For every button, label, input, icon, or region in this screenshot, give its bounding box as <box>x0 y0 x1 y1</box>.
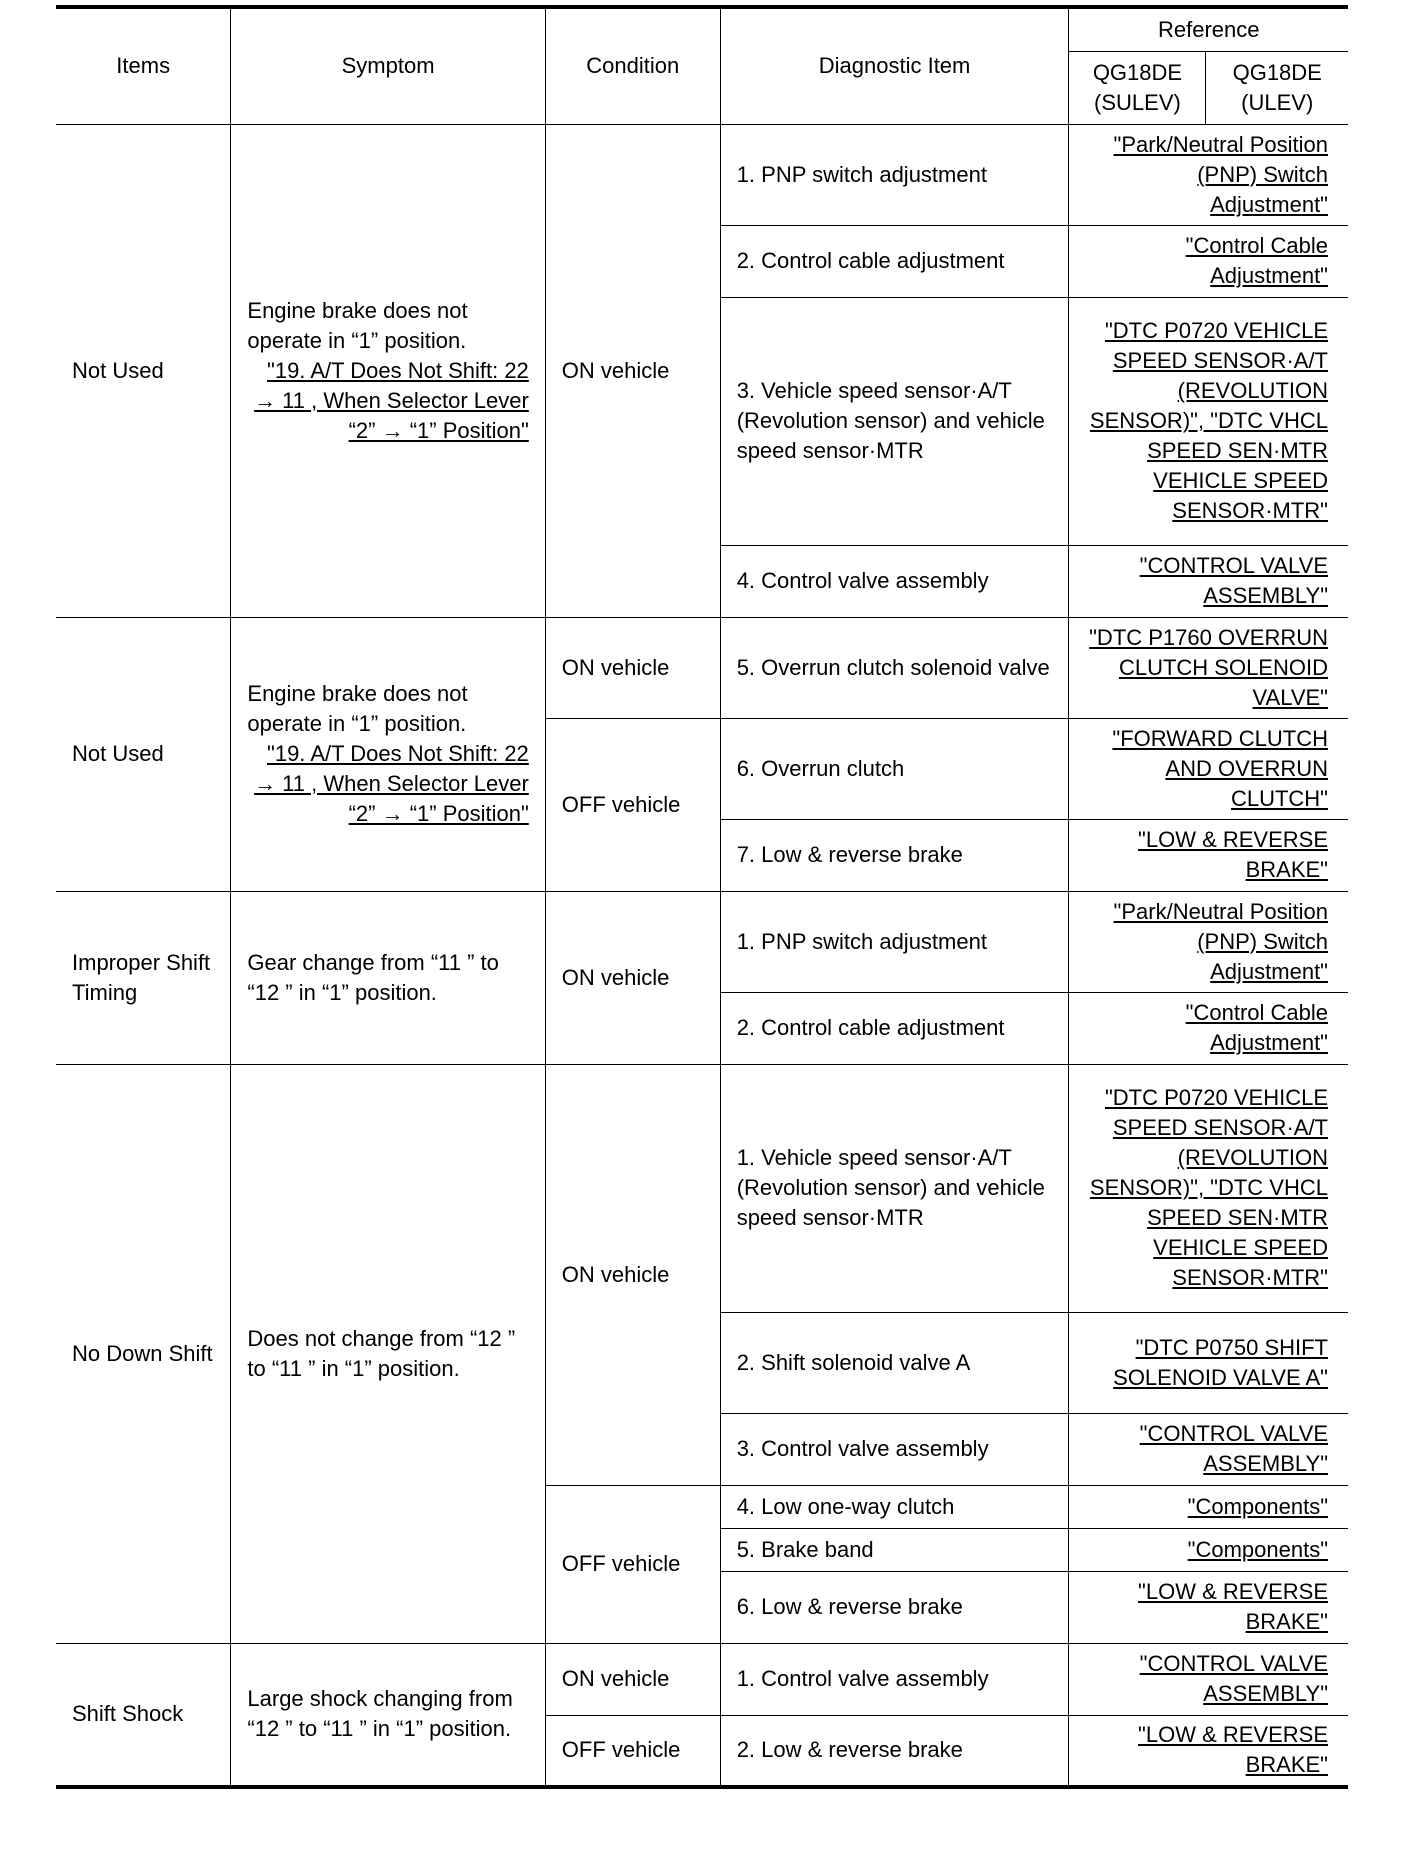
table-row <box>56 891 1348 992</box>
diagnostic-item: 2. Shift solenoid valve A <box>720 1312 1069 1413</box>
diagnostic-item: 6. Low & reverse brake <box>720 1571 1069 1643</box>
reference-link[interactable]: "Control Cable Adjustment" <box>1069 992 1348 1064</box>
reference-link[interactable]: "DTC P0750 SHIFT SOLENOID VALVE A" <box>1069 1312 1348 1413</box>
symptom-cell <box>231 617 545 891</box>
diagnostic-item: 2. Low & reverse brake <box>720 1715 1069 1787</box>
table-row <box>56 1643 1348 1715</box>
header-symptom: Symptom <box>231 7 545 124</box>
symptom-text: Engine brake does not operate in “1” position. <box>247 297 468 353</box>
diagnostic-item: 1. Vehicle speed sensor·A/T (Revolution sensor) and vehicle speed sensor·MTR <box>720 1064 1069 1312</box>
symptom-cell <box>231 124 545 617</box>
header-condition: Condition <box>545 7 720 124</box>
symptom-cell: Gear change from “11 ” to “12 ” in “1” position. <box>231 891 545 1064</box>
reference-link[interactable]: "Park/Neutral Position (PNP) Switch Adjustment" <box>1069 891 1348 992</box>
condition-cell: ON vehicle <box>545 124 720 617</box>
diagnostic-item: 6. Overrun clutch <box>720 718 1069 819</box>
table-row <box>56 617 1348 718</box>
reference-link[interactable]: "LOW & REVERSE BRAKE" <box>1069 1571 1348 1643</box>
symptom-cell: Large shock changing from “12 ” to “11 ” in “1” position. <box>231 1643 545 1787</box>
reference-link[interactable]: "Park/Neutral Position (PNP) Switch Adjustment" <box>1069 124 1348 225</box>
diagnostic-item: 4. Low one-way clutch <box>720 1485 1069 1528</box>
header-diagnostic-item: Diagnostic Item <box>720 7 1069 124</box>
item-cell: Not Used <box>56 124 231 617</box>
reference-link[interactable]: "CONTROL VALVE ASSEMBLY" <box>1069 1413 1348 1485</box>
header-ref-ulev: QG18DE (ULEV) <box>1232 59 1322 115</box>
reference-link[interactable]: "DTC P1760 OVERRUN CLUTCH SOLENOID VALVE" <box>1069 617 1348 718</box>
condition-cell: ON vehicle <box>545 1643 720 1715</box>
reference-link[interactable]: "Control Cable Adjustment" <box>1069 225 1348 297</box>
diagnostic-item: 7. Low & reverse brake <box>720 819 1069 891</box>
item-cell: Shift Shock <box>56 1643 231 1787</box>
symptom-text: Engine brake does not operate in “1” position. <box>247 681 468 736</box>
header-reference-variants <box>1069 51 1348 124</box>
reference-link[interactable]: "DTC P0720 VEHICLE SPEED SENSOR·A/T (REVOLUTION SENSOR)", "DTC VHCL SPEED SEN·MTR VEHICLE SPEED SENSOR·MTR" <box>1069 297 1348 545</box>
reference-link[interactable]: "DTC P0720 VEHICLE SPEED SENSOR·A/T (REVOLUTION SENSOR)", "DTC VHCL SPEED SEN·MTR VEHICLE SPEED SENSOR·MTR" <box>1069 1064 1348 1312</box>
condition-cell: OFF vehicle <box>545 1715 720 1787</box>
reference-link[interactable]: "FORWARD CLUTCH AND OVERRUN CLUTCH" <box>1069 718 1348 819</box>
diagnostic-item: 5. Overrun clutch solenoid valve <box>720 617 1069 718</box>
symptom-link[interactable]: "19. A/T Does Not Shift: 22 → 11 , When Selector Lever “2” → “1” Position" <box>254 357 529 443</box>
reference-link[interactable]: "CONTROL VALVE ASSEMBLY" <box>1069 545 1348 617</box>
condition-cell: ON vehicle <box>545 617 720 718</box>
header-reference: Reference <box>1069 7 1348 51</box>
condition-cell: ON vehicle <box>545 1064 720 1485</box>
item-cell: Improper Shift Timing <box>56 891 231 1064</box>
condition-cell: OFF vehicle <box>545 1485 720 1643</box>
diagnostic-table <box>56 5 1348 1789</box>
diagnostic-table-sheet <box>56 5 1348 1817</box>
item-cell: Not Used <box>56 617 231 891</box>
symptom-link[interactable]: "19. A/T Does Not Shift: 22 → 11 , When Selector Lever “2” → “1” Position" <box>254 741 529 826</box>
diagnostic-item: 5. Brake band <box>720 1528 1069 1571</box>
condition-cell: ON vehicle <box>545 891 720 1064</box>
diagnostic-item: 1. PNP switch adjustment <box>720 124 1069 225</box>
table-row <box>56 124 1348 225</box>
diagnostic-item: 3. Vehicle speed sensor·A/T (Revolution sensor) and vehicle speed sensor·MTR <box>720 297 1069 545</box>
diagnostic-item: 3. Control valve assembly <box>720 1413 1069 1485</box>
reference-link[interactable]: "Components" <box>1069 1485 1348 1528</box>
reference-link[interactable]: "CONTROL VALVE ASSEMBLY" <box>1069 1643 1348 1715</box>
diagnostic-item: 2. Control cable adjustment <box>720 992 1069 1064</box>
diagnostic-item: 2. Control cable adjustment <box>720 225 1069 297</box>
reference-link[interactable]: "Components" <box>1069 1528 1348 1571</box>
item-cell: No Down Shift <box>56 1064 231 1643</box>
reference-link[interactable]: "LOW & REVERSE BRAKE" <box>1069 1715 1348 1787</box>
diagnostic-item: 4. Control valve assembly <box>720 545 1069 617</box>
reference-link[interactable]: "LOW & REVERSE BRAKE" <box>1069 819 1348 891</box>
diagnostic-item: 1. PNP switch adjustment <box>720 891 1069 992</box>
header-items: Items <box>56 7 231 124</box>
symptom-cell: Does not change from “12 ” to “11 ” in “1” position. <box>231 1064 545 1643</box>
diagnostic-item: 1. Control valve assembly <box>720 1643 1069 1715</box>
header-ref-sulev: QG18DE (SULEV) <box>1069 52 1206 124</box>
table-row <box>56 1064 1348 1312</box>
condition-cell: OFF vehicle <box>545 718 720 891</box>
